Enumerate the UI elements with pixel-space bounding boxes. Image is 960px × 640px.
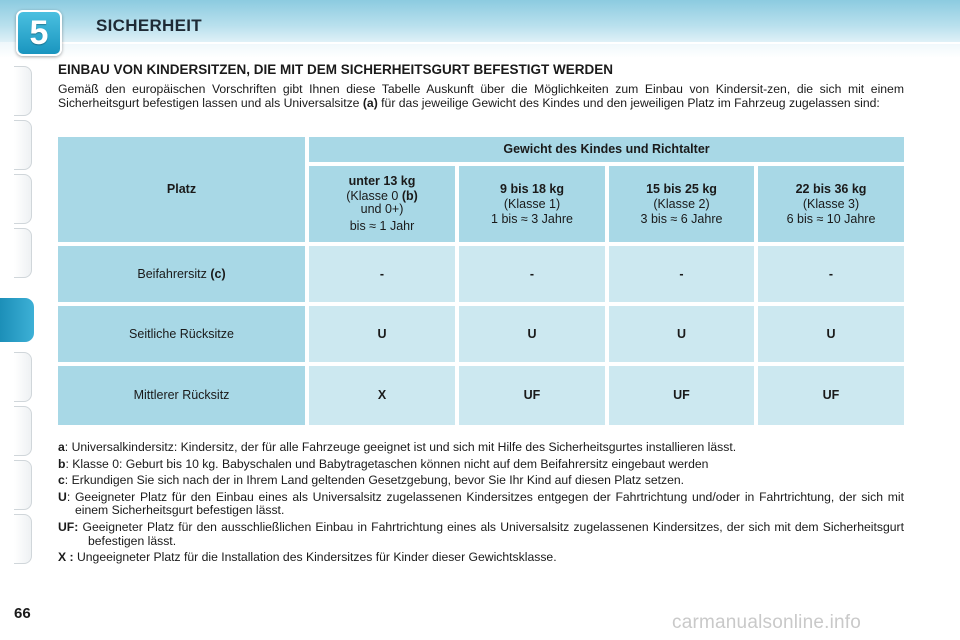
footnotes	[58, 441, 904, 568]
header-divider	[58, 42, 960, 44]
table-cell	[459, 366, 605, 425]
column-header	[459, 166, 605, 242]
column-weight: unter 13 kg	[348, 174, 416, 188]
table-cell	[758, 306, 904, 362]
row-place-label: Mittlerer Rücksitz	[133, 388, 230, 402]
footnote-a	[58, 441, 904, 455]
row-place-text: Beifahrersitz	[137, 266, 211, 281]
cell-value: UF	[822, 388, 840, 402]
column-class: (Klasse 1)	[503, 196, 561, 211]
column-class-extra: und 0+)	[360, 202, 404, 216]
footnote-key: X :	[58, 550, 74, 565]
chapter-tab-3[interactable]	[14, 174, 32, 224]
footnote-key: U	[58, 489, 67, 504]
table-cell	[609, 246, 754, 302]
table-cell	[309, 366, 455, 425]
row-place-label: Seitliche Rücksitze	[129, 326, 234, 341]
footnote-text: Erkundigen Sie sich nach der in Ihrem Land geltenden Gesetzgebung, bevor Sie Ihr Kind auf diesen Platz setzen.	[71, 473, 685, 488]
intro-footnote-ref: (a)	[362, 95, 378, 110]
cell-value: -	[828, 266, 834, 281]
row-place-front-passenger	[58, 246, 305, 302]
column-class-text: (Klasse 0	[346, 189, 402, 203]
row-place-rear-middle	[58, 366, 305, 425]
table-cell	[758, 366, 904, 425]
column-age: 6 bis ≈ 10 Jahre	[786, 211, 876, 226]
footnote-text: Klasse 0: Geburt bis 10 kg. Babyschalen und Babytragetaschen können nicht auf dem Beifahrersitz eingebaut werden	[72, 456, 709, 471]
place-header-label: Platz	[166, 182, 197, 196]
chapter-tab-9[interactable]	[14, 514, 32, 564]
column-weight: 15 bis 25 kg	[646, 181, 717, 196]
column-header	[609, 166, 754, 242]
footnote-key: b	[58, 456, 66, 471]
column-weight: 9 bis 18 kg	[500, 181, 564, 196]
footnote-sep: :	[65, 456, 73, 471]
cell-value: -	[529, 266, 535, 281]
footnote-x	[58, 551, 904, 565]
chapter-badge: 5	[16, 10, 62, 56]
footnote-sep: :	[64, 473, 72, 488]
column-weight: 22 bis 36 kg	[795, 181, 867, 196]
chapter-tab-4[interactable]	[14, 228, 32, 278]
footnote-sep: :	[66, 489, 75, 504]
cell-value: U	[826, 326, 836, 341]
intro-text-end: für das jeweilige Gewicht des Kindes und den jeweiligen Platz im Fahrzeug zugelassen sind:	[377, 95, 880, 110]
footnote-u	[58, 491, 904, 518]
column-age: bis ≈ 1 Jahr	[349, 219, 415, 233]
chapter-tab-1[interactable]	[14, 66, 32, 116]
column-class: (Klasse 2)	[653, 196, 710, 211]
table-cell	[309, 306, 455, 362]
table-cell	[459, 306, 605, 362]
chapter-title: SICHERHEIT	[96, 16, 202, 35]
chapter-tab-strip	[0, 62, 34, 572]
footnote-key: c	[58, 473, 65, 488]
column-class: (Klasse 3)	[802, 196, 860, 211]
table-header-group	[309, 137, 904, 162]
watermark: carmanualsonline.info	[672, 612, 862, 633]
row-place-label	[137, 267, 225, 282]
footnote-text: Universalkindersitz: Kindersitz, der für alle Fahrzeuge geeignet ist und sich mit Hilfe des Sicherheitsgurtes installieren lässt.	[71, 440, 737, 454]
intro-text: Gemäß den europäischen Vorschriften gibt Ihnen diese Tabelle Auskunft über die Möglichkeiten zum Einbau von Kindersit-zen, die sich mit einem Sicherheitsgurt befestigen lassen und als Universalsitze	[58, 82, 904, 110]
table-cell	[758, 246, 904, 302]
chapter-tab-6[interactable]	[14, 352, 32, 402]
footnote-b	[58, 458, 904, 472]
footnote-uf	[58, 521, 904, 548]
cell-value: U	[527, 326, 537, 341]
table-cell	[609, 366, 754, 425]
section-content	[58, 62, 904, 110]
column-header	[758, 166, 904, 242]
intro-paragraph	[58, 83, 904, 110]
footnote-key: a	[58, 440, 65, 454]
table-cell	[459, 246, 605, 302]
footnote-text: Geeigneter Platz für den Einbau eines als Universalsitz zugelassenen Kindersitzes entgegen der Fahrtrichtung und/oder in Fahrtrichtung, der sich mit einem Sicherheitsgurt befestigen lässt.	[74, 489, 904, 518]
footnote-sep: :	[64, 440, 72, 454]
row-place-rear-outer	[58, 306, 305, 362]
column-class-footnote: (b)	[401, 189, 418, 203]
cell-value: -	[679, 266, 684, 281]
chapter-tab-7[interactable]	[14, 406, 32, 456]
row-place-footnote: (c)	[210, 266, 226, 281]
section-title: EINBAU VON KINDERSITZEN, DIE MIT DEM SICHERHEITSGURT BEFESTIGT WERDEN	[58, 62, 614, 77]
cell-value: X	[377, 388, 387, 402]
chapter-tab-5-active[interactable]	[0, 298, 34, 342]
cell-value: U	[676, 326, 687, 341]
cell-value: -	[379, 266, 385, 281]
footnote-c	[58, 474, 904, 488]
cell-value: U	[377, 326, 387, 341]
column-age: 3 bis ≈ 6 Jahre	[640, 211, 723, 226]
footnote-text: Geeigneter Platz für den ausschließlichen Einbau in Fahrtrichtung eines als Universalsitz zugelassenen Kindersitzes, der sich mit dem Sicherheitsgurt befestigen lässt.	[82, 519, 904, 548]
table-cell	[309, 246, 455, 302]
cell-value: UF	[523, 388, 541, 402]
group-header-label: Gewicht des Kindes und Richtalter	[503, 142, 710, 156]
cell-value: UF	[673, 388, 690, 402]
table-header-place	[58, 137, 305, 242]
page-number: 66	[14, 605, 31, 622]
column-age: 1 bis ≈ 3 Jahre	[491, 211, 573, 226]
table-cell	[609, 306, 754, 362]
footnote-key: UF:	[58, 519, 79, 534]
chapter-tab-2[interactable]	[14, 120, 32, 170]
footnote-text: Ungeeigneter Platz für die Installation des Kindersitzes für Kinder dieser Gewichtsklasse.	[76, 550, 557, 565]
column-header	[309, 166, 455, 242]
chapter-tab-8[interactable]	[14, 460, 32, 510]
